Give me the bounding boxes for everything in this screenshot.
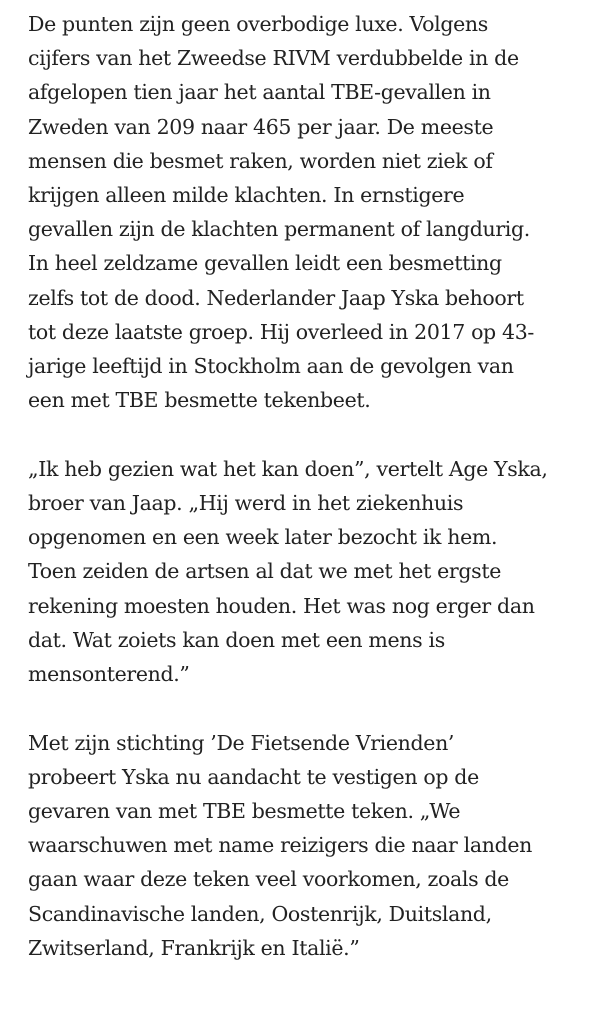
- text-line: krijgen alleen milde klachten. In ernstigere: [28, 182, 465, 207]
- text-line: broer van Jaap. „Hij werd in het ziekenhuis: [28, 490, 464, 515]
- text-line: mensen die besmet raken, worden niet ziek of: [28, 148, 493, 173]
- text-line: zelfs tot de dood. Nederlander Jaap Yska behoort: [28, 285, 524, 310]
- text-line: probeert Yska nu aandacht te vestigen op de: [28, 764, 479, 789]
- text-line: gevallen zijn de klachten permanent of langdurig.: [28, 217, 530, 242]
- text-line: jarige leeftijd in Stockholm aan de gevolgen van: [28, 353, 514, 378]
- article-paragraph-2: [28, 452, 596, 691]
- text-line: Met zijn stichting ’De Fietsende Vrienden’: [28, 730, 455, 755]
- text-line: opgenomen en een week later bezocht ik hem.: [28, 525, 498, 550]
- article-paragraph-3: [28, 726, 596, 965]
- article-body: [28, 7, 596, 999]
- text-line: „Ik heb gezien wat het kan doen”, vertelt Age Yska,: [28, 456, 548, 481]
- text-line: waarschuwen met name reizigers die naar landen: [28, 833, 532, 858]
- text-line: rekening moesten houden. Het was nog erger dan: [28, 593, 535, 618]
- text-line: gaan waar deze teken veel voorkomen, zoals de: [28, 867, 509, 892]
- text-line: cijfers van het Zweedse RIVM verdubbelde in de: [28, 46, 519, 71]
- article-paragraph-1: [28, 7, 596, 417]
- text-line: Zwitserland, Frankrijk en Italië.”: [28, 935, 360, 960]
- text-line: Toen zeiden de artsen al dat we met het ergste: [28, 559, 501, 584]
- text-line: een met TBE besmette tekenbeet.: [28, 388, 371, 413]
- text-line: Scandinavische landen, Oostenrijk, Duitsland,: [28, 901, 492, 926]
- text-line: dat. Wat zoiets kan doen met een mens is: [28, 627, 445, 652]
- text-line: mensonterend.”: [28, 661, 190, 686]
- text-line: gevaren van met TBE besmette teken. „We: [28, 798, 461, 823]
- text-line: Zweden van 209 naar 465 per jaar. De meeste: [28, 114, 494, 139]
- text-line: tot deze laatste groep. Hij overleed in 2017 op 43-: [28, 319, 534, 344]
- text-line: afgelopen tien jaar het aantal TBE-gevallen in: [28, 80, 491, 105]
- text-line: In heel zeldzame gevallen leidt een besmetting: [28, 251, 502, 276]
- text-line: De punten zijn geen overbodige luxe. Volgens: [28, 12, 488, 36]
